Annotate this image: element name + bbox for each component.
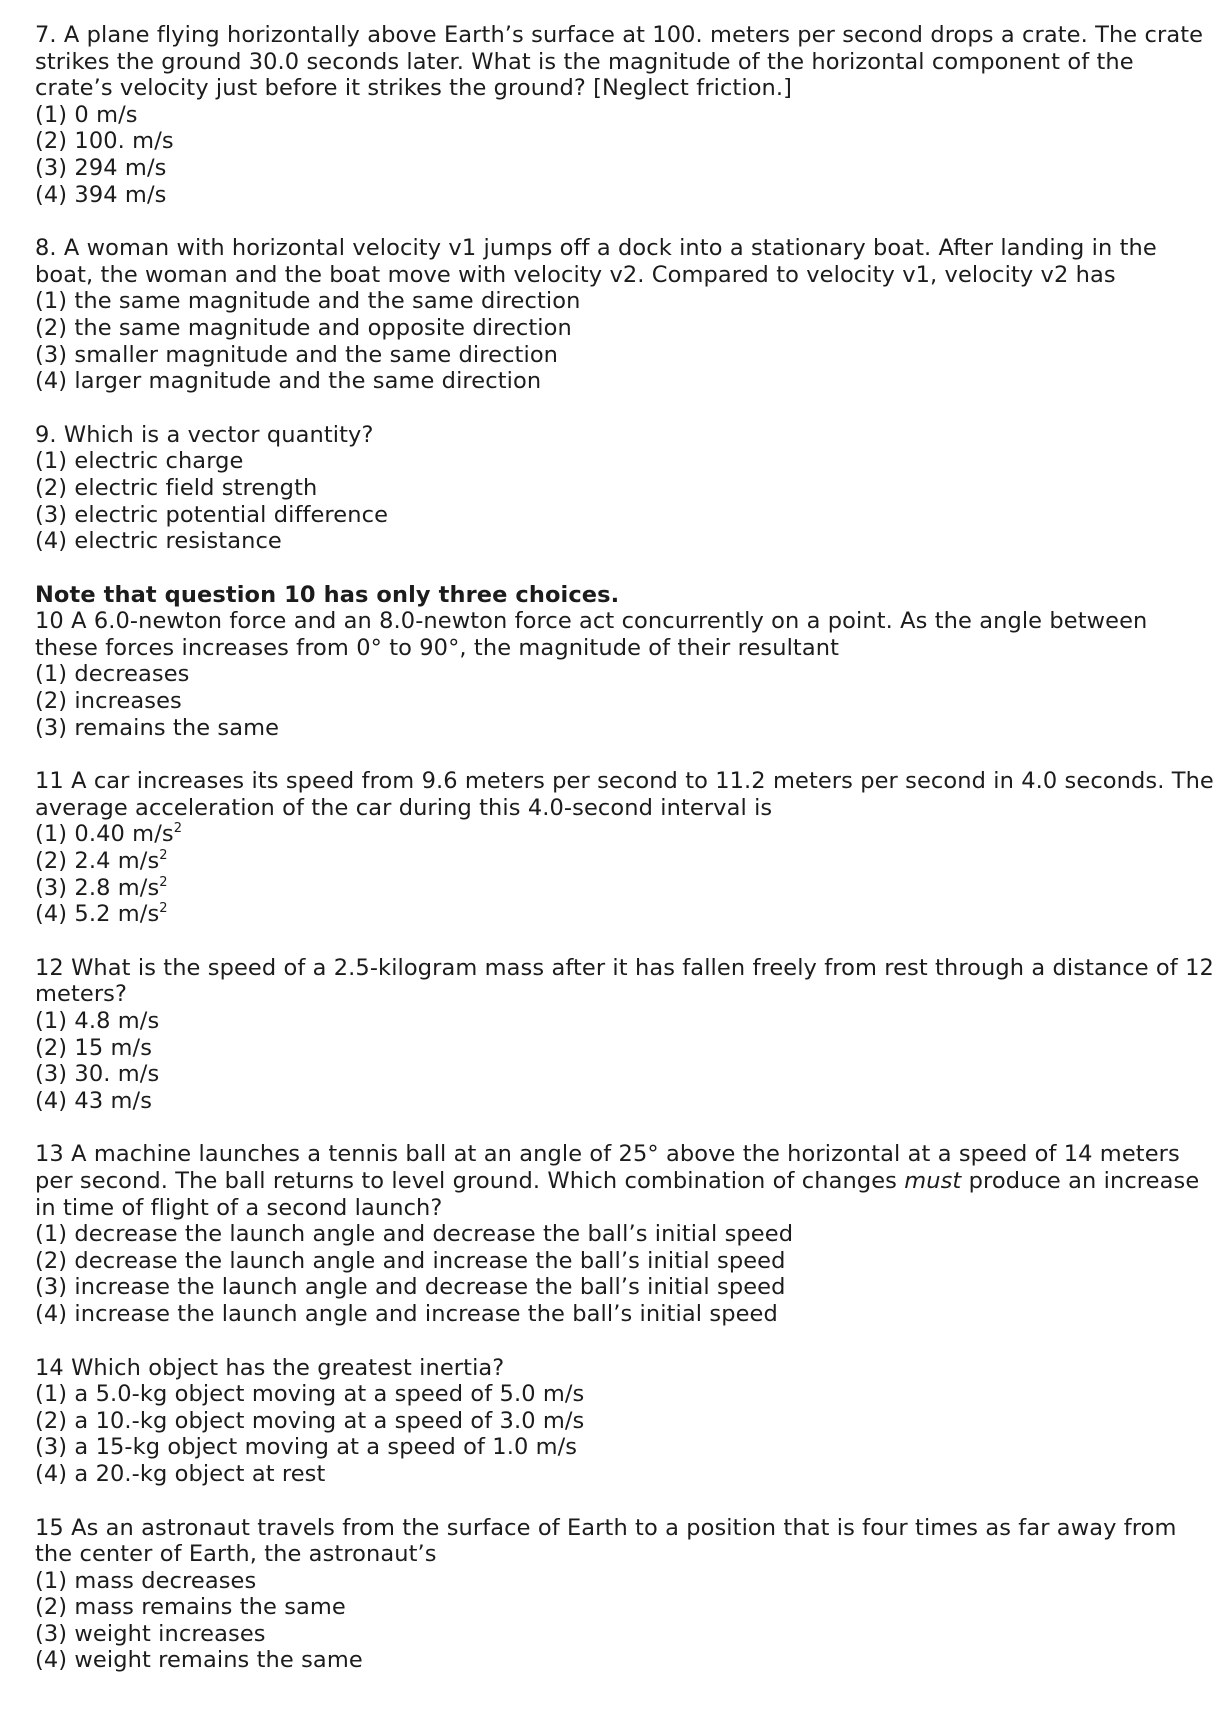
answer-choice: (1) the same magnitude and the same direction [35,288,581,315]
question-7 [35,22,1215,208]
answer-choice: (3) a 15-kg object moving at a speed of 1.0 m/s [35,1434,578,1461]
answer-choice: (4) 43 m/s [35,1087,153,1114]
question-11 [35,768,1215,928]
answer-choice: (1) decrease the launch angle and decrease the ball’s initial speed [35,1221,794,1248]
answer-choice [35,821,1215,848]
stem-text: 13 A machine launches a tennis ball at an angle of 25° above the horizontal at a speed of 14 meters per second. The ball returns to level ground. Which combination of changes [35,1141,1180,1194]
answer-choice: (2) electric field strength [35,474,318,501]
answer-choice: (3) 30. m/s [35,1061,160,1088]
question-stem: 10 A 6.0-newton force and an 8.0-newton force act concurrently on a point. As the angle between these forces increases from 0° to 90°, the magnitude of their resultant [35,608,1148,661]
answer-choices [35,661,1215,741]
question-stem: 14 Which object has the greatest inertia? [35,1354,505,1381]
exponent: 2 [159,848,168,864]
answer-choice: (1) 0 m/s [35,101,138,128]
answer-choice: (4) increase the launch angle and increase the ball’s initial speed [35,1300,778,1327]
answer-choice: (4) larger magnitude and the same direction [35,368,542,395]
choice-text: (3) 2.8 m/s [35,874,160,901]
answer-choices [35,1568,1215,1674]
exponent: 2 [159,874,168,890]
question-8 [35,235,1215,395]
answer-choices [35,288,1215,394]
stem-emphasis: must [904,1167,962,1194]
answer-choice: (4) a 20.-kg object at rest [35,1460,326,1487]
answer-choice: (2) mass remains the same [35,1594,346,1621]
question-stem [35,1141,1215,1221]
question-13 [35,1141,1215,1327]
question-10 [35,582,1215,742]
answer-choices [35,1008,1215,1114]
answer-choice: (3) remains the same [35,714,280,741]
stem-text: produce an increase in time of flight of a second launch? [35,1167,1200,1221]
question-stem: 8. A woman with horizontal velocity v1 jumps off a dock into a stationary boat. After landing in the boat, the woman and the boat move with velocity v2. Compared to velocity v1, velocity v2 has [35,235,1157,288]
answer-choice: (1) a 5.0-kg object moving at a speed of 5.0 m/s [35,1381,585,1408]
question-stem: 15 As an astronaut travels from the surface of Earth to a position that is four times as far away from the center of Earth, the astronaut’s [35,1514,1177,1568]
choice-text: (2) 2.4 m/s [35,848,160,875]
question-stem: 12 What is the speed of a 2.5-kilogram mass after it has fallen freely from rest through a distance of 12 meters? [35,954,1214,1008]
exponent: 2 [173,821,183,837]
worksheet-page [35,22,1215,1701]
answer-choice: (4) weight remains the same [35,1647,363,1674]
answer-choice: (2) 100. m/s [35,128,174,155]
answer-choice: (3) electric potential difference [35,501,389,528]
answer-choice: (2) decrease the launch angle and increase the ball’s initial speed [35,1247,786,1274]
answer-choice: (2) increases [35,688,182,715]
question-9 [35,422,1215,555]
answer-choice: (1) 4.8 m/s [35,1008,160,1034]
answer-choices [35,821,1215,927]
question-stem: 7. A plane flying horizontally above Earth’s surface at 100. meters per second drops a crate. The crate strikes the ground 30.0 seconds later. What is the magnitude of the horizontal component of the crate’s velocity just before it strikes the ground? [Neglect friction.] [35,22,1204,102]
answer-choice: (3) smaller magnitude and the same direction [35,341,559,368]
answer-choice: (3) increase the launch angle and decrease the ball’s initial speed [35,1274,786,1301]
answer-choice: (3) 294 m/s [35,154,167,181]
answer-choice: (4) 394 m/s [35,181,167,208]
answer-choice: (1) mass decreases [35,1567,257,1594]
answer-choice [35,901,1215,928]
question-14 [35,1355,1215,1488]
answer-choices [35,1221,1215,1327]
question-15 [35,1515,1215,1675]
choice-text: (4) 5.2 m/s [35,901,160,928]
question-stem: 9. Which is a vector quantity? [35,421,374,448]
answer-choice: (1) electric charge [35,448,244,475]
answer-choice: (2) a 10.-kg object moving at a speed of 3.0 m/s [35,1407,585,1434]
answer-choice: (2) 15 m/s [35,1034,153,1061]
answer-choice: (3) weight increases [35,1620,266,1647]
answer-choices [35,1381,1215,1487]
answer-choices [35,448,1215,554]
answer-choice: (4) electric resistance [35,528,282,555]
answer-choice [35,875,1215,902]
choice-text: (1) 0.40 m/s [35,821,174,848]
exponent: 2 [159,901,168,917]
question-note: Note that question 10 has only three choices. [35,581,620,608]
question-12 [35,955,1215,1115]
answer-choice [35,848,1215,875]
answer-choice: (1) decreases [35,661,190,688]
question-stem: 11 A car increases its speed from 9.6 meters per second to 11.2 meters per second in 4.0 seconds. The average acceleration of the car during this 4.0-second interval is [35,768,1214,821]
answer-choices [35,102,1215,208]
answer-choice: (2) the same magnitude and opposite direction [35,314,572,341]
